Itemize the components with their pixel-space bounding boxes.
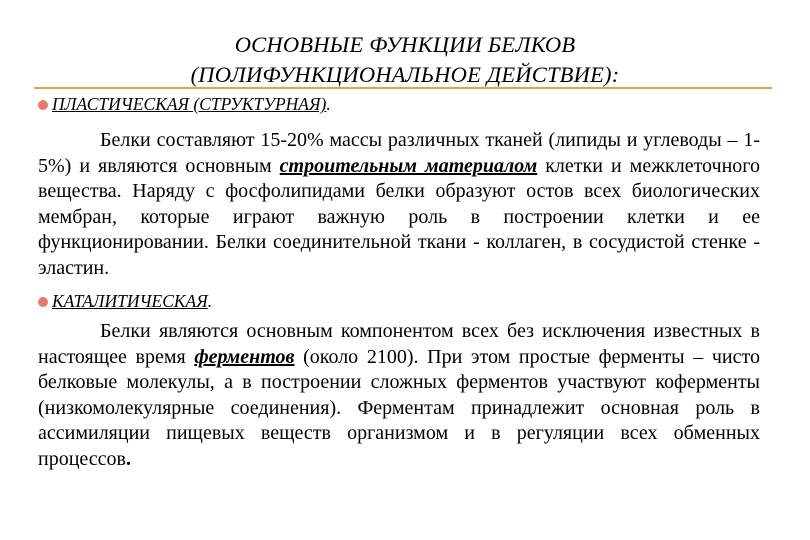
paragraph-emphasis: ферментов xyxy=(194,345,295,368)
section-heading-label: ПЛАСТИЧЕСКАЯ (СТРУКТУРНАЯ) xyxy=(52,94,327,114)
bullet-icon xyxy=(38,297,48,307)
section-paragraph-plastic xyxy=(38,128,760,281)
paragraph-end: . xyxy=(104,256,110,279)
section-heading-suffix: . xyxy=(326,94,331,114)
section-heading-plastic xyxy=(38,94,331,115)
bullet-icon xyxy=(38,100,48,110)
paragraph-text: клетки и межклеточного вещества. Наряду с фосфолипидами белки образуют остов всех биологических мембран, которые играют важную роль в построении клетки и ее функционировании. Белки соединительной ткани - коллаген, в сосудистой стенке - эластин xyxy=(38,154,761,279)
section-heading-label: КАТАЛИТИЧЕСКАЯ xyxy=(52,291,208,311)
slide-title xyxy=(60,30,750,90)
paragraph-end: . xyxy=(125,447,131,470)
section-paragraph-catalytic xyxy=(38,319,760,472)
section-heading-catalytic xyxy=(38,291,212,312)
paragraph-text: (около 2100). При этом простые ферменты – чисто белковые молекулы, а в построении сложных ферментов участвуют коферменты (низкомолекулярные соединения). Ферментам принадлежит основная роль в ассимиляции пищевых веществ организмом и в регуляции всех обменных процессов xyxy=(38,345,760,470)
slide-title-line-2: (ПОЛИФУНКЦИОНАЛЬНОЕ ДЕЙСТВИЕ): xyxy=(190,62,620,87)
paragraph-text: Белки являются основным компонентом всех без исключения известных в настоящее время xyxy=(38,320,760,368)
paragraph-emphasis: строительным материалом xyxy=(279,154,538,177)
title-divider xyxy=(34,87,772,89)
section-heading-suffix: . xyxy=(207,291,213,311)
paragraph-text: Белки составляют 15-20% массы различных тканей (липиды и углеводы – 1-5%) и являются основным xyxy=(38,129,760,177)
slide-title-line-1: ОСНОВНЫЕ ФУНКЦИИ БЕЛКОВ xyxy=(234,32,576,57)
